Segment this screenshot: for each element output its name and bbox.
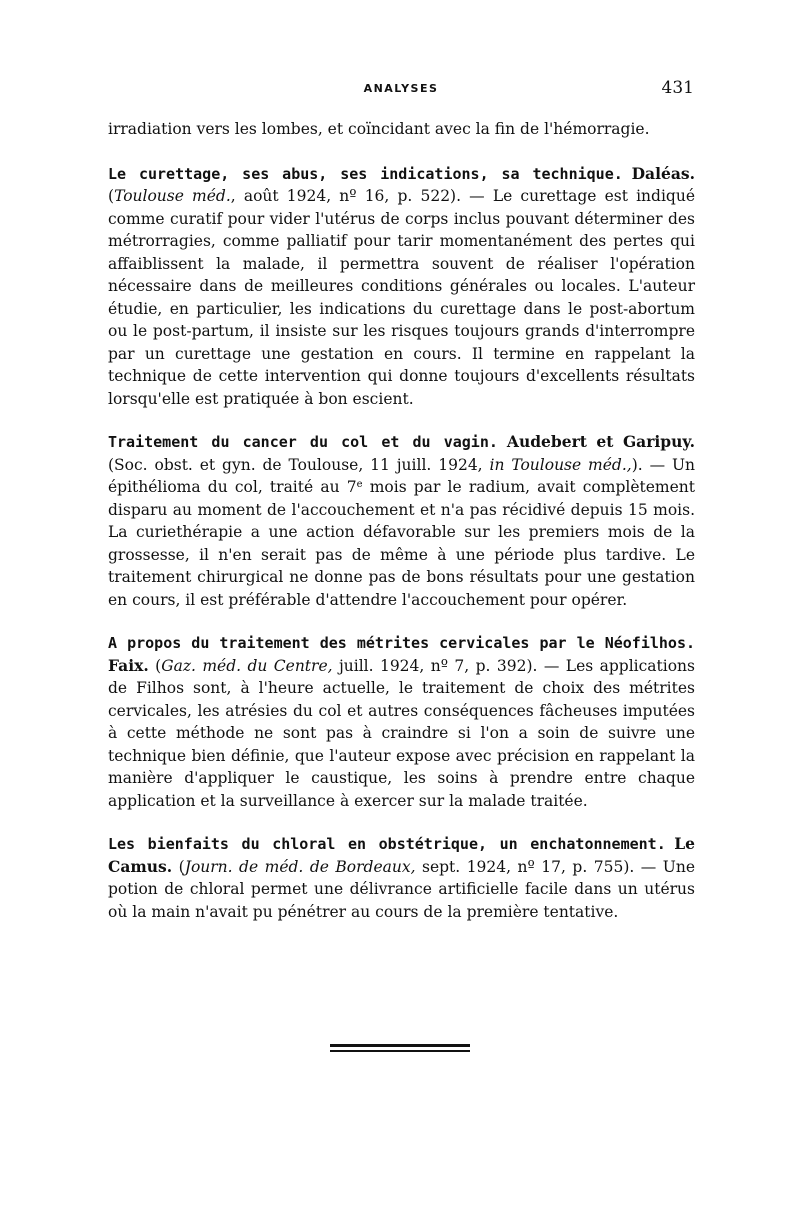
page-number: 431	[661, 78, 694, 98]
abstract-curettage	[108, 163, 695, 411]
entry-ref-open: (	[178, 857, 185, 876]
entry-ref: (Soc. obst. et gyn. de Toulouse, 11 juill. 1924,	[108, 455, 490, 474]
entry-author: Daléas.	[631, 163, 695, 183]
entry-title: A propos du traitement des métrites cervicales par le Néofilhos.	[108, 634, 695, 652]
entry-ref: juill. 1924, nº 7, p. 392). —	[332, 656, 566, 675]
entry-ref-close: ). —	[631, 455, 672, 474]
abstract-metrites	[108, 632, 695, 812]
text-block	[108, 118, 695, 944]
end-rule-divider	[330, 1044, 470, 1054]
running-title: ANALYSES	[363, 82, 439, 95]
abstract-chloral	[108, 833, 695, 923]
entry-author: Le Camus.	[108, 834, 695, 876]
continued-paragraph	[108, 118, 695, 141]
entry-body: Les applications de Filhos sont, à l'heure actuelle, le traitement de choix des métrites cervicales, les atrésies du col et autres conséquences fâcheuses imputées à cette méthode ne sont pas à craindre si l'on a soin de suivre une technique bien définie, que l'auteur expose avec précision en rappelant la manière d'appliquer le caustique, les soins à prendre entre chaque application et la surveillance à exercer sur la malade traitée.	[108, 656, 695, 810]
entry-body: Une potion de chloral permet une délivrance artificielle facile dans un utérus où la main n'avait pu pénétrer au cours de la première tentative.	[108, 857, 695, 921]
entry-ref: , août 1924, nº 16, p. 522). —	[230, 187, 493, 205]
entry-journal: in Toulouse méd.,	[489, 455, 632, 474]
ordinal-superscript: e	[356, 479, 363, 490]
entry-journal: Gaz. méd. du Centre,	[161, 656, 333, 675]
abstract-cancer-col	[108, 431, 695, 611]
entry-title: Les bienfaits du chloral en obstétrique, un enchatonnement.	[108, 835, 666, 853]
entry-title: Le curettage, ses abus, ses indications, sa technique.	[108, 164, 623, 183]
entry-body: Un épithélioma du col, traité au 7	[108, 455, 696, 496]
paragraph-text: irradiation vers les lombes, et coïncidant avec la fin de l'hémorragie.	[108, 120, 650, 138]
entry-journal: Journ. de méd. de Bordeaux,	[184, 857, 416, 876]
divider-line-thick	[330, 1044, 470, 1047]
entry-author: Audebert et Garipuy.	[506, 432, 696, 451]
entry-author: Faix.	[108, 655, 149, 675]
entry-body: Le curettage est indiqué comme curatif pour vider l'utérus de corps inclus pouvant déterminer des métrorragies, comme palliatif pour tarir momentanément des pertes qui affaiblissent la malade, il permettra souvent de réaliser l'opération nécessaire dans de meilleures conditions générales ou locales. L'auteur étudie, en particulier, les indications du curettage dans le post-abortum ou le post-partum, il insiste sur les risques toujours grands d'interrompre par un curettage une gestation en cours. Il termine en rappelant la technique de cette intervention qui donne toujours d'excellents résultats lorsqu'elle est pratiquée à bon escient.	[108, 187, 695, 408]
entry-ref-open: (	[108, 187, 115, 205]
entry-journal: Toulouse méd.	[114, 187, 231, 205]
divider-line-thin	[330, 1050, 470, 1052]
entry-title: Traitement du cancer du col et du vagin.	[108, 433, 498, 451]
running-head	[108, 78, 694, 102]
entry-ref: sept. 1924, nº 17, p. 755). —	[415, 857, 663, 876]
entry-ref-open: (	[155, 656, 162, 675]
entry-body-cont: mois par le radium, avait complètement disparu au moment de l'accouchement et n'a pas récidivé depuis 15 mois. La curiethérapie a une action défavorable sur les premiers mois de la grossesse, il n'en serait pas de même à une période plus tardive. Le traitement chirurgical ne donne pas de bons résultats pour une gestation en cours, il est préférable d'attendre l'accouchement pour opérer.	[108, 478, 696, 609]
